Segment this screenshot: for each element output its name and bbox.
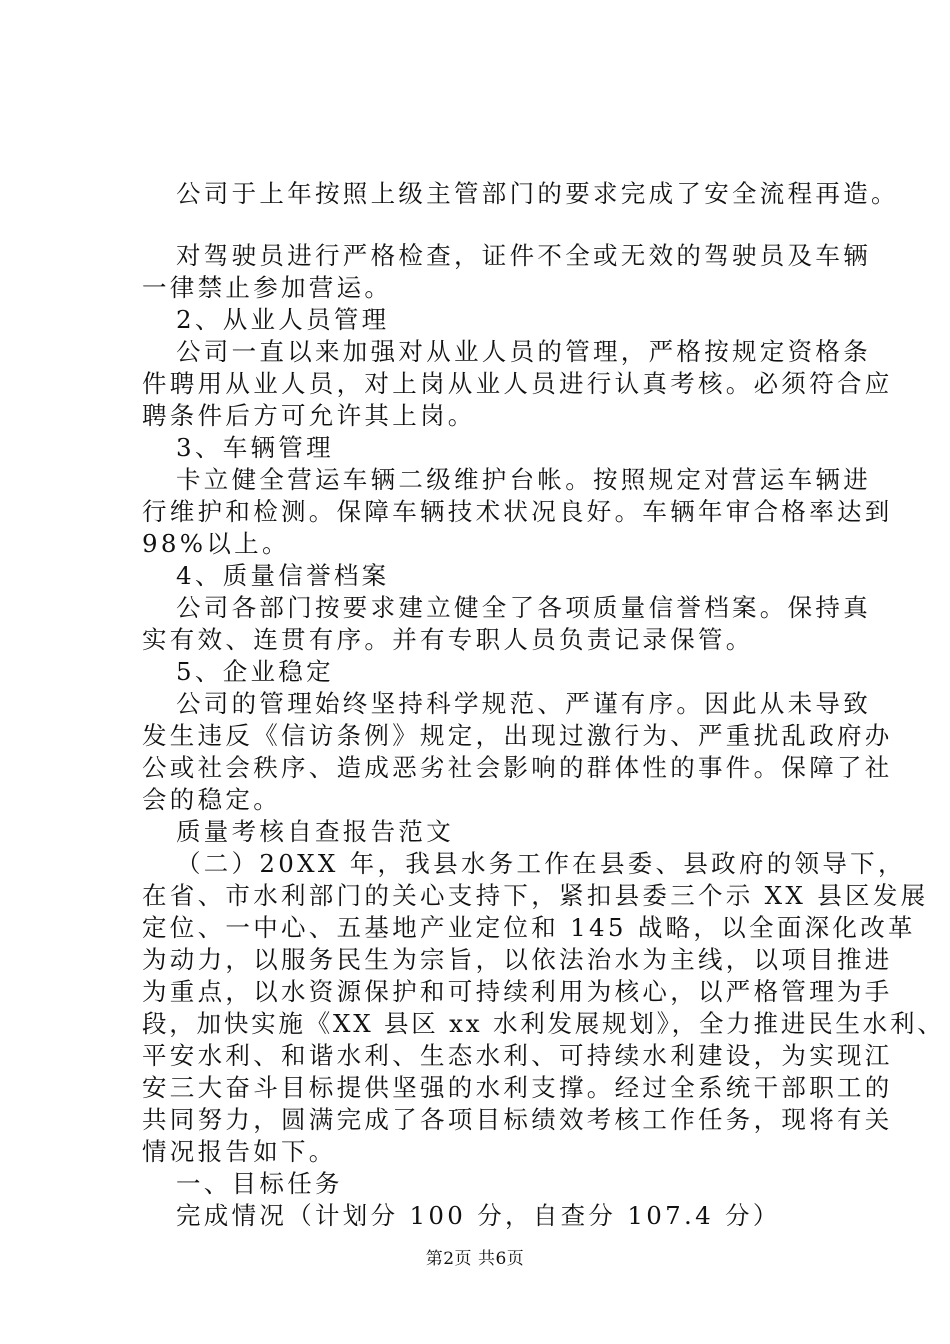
- paragraph-line: 段，加快实施《XX 县区 xx 水利发展规划》，全力推进民生水利、: [142, 1009, 945, 1038]
- paragraph-line: （二）20XX 年，我县水务工作在县委、县政府的领导下，: [176, 849, 906, 878]
- paragraph-line: 为动力，以服务民生为宗旨，以依法治水为主线，以项目推进: [142, 945, 893, 974]
- page-number-footer: 第2页 共6页: [425, 1249, 525, 1269]
- paragraph-line: 公司于上年按照上级主管部门的要求完成了安全流程再造。: [176, 179, 899, 208]
- section-heading: 4、质量信誉档案: [176, 561, 390, 590]
- paragraph-line: 定位、一中心、五基地产业定位和 145 战略，以全面深化改革: [142, 913, 916, 942]
- paragraph-line: 为重点，以水资源保护和可持续利用为核心，以严格管理为手: [142, 977, 893, 1006]
- paragraph-line: 件聘用从业人员，对上岗从业人员进行认真考核。必须符合应: [142, 369, 893, 398]
- paragraph-line: 安三大奋斗目标提供坚强的水利支撑。经过全系统干部职工的: [142, 1073, 893, 1102]
- section-heading: 2、从业人员管理: [176, 305, 390, 334]
- paragraph-line: 共同努力，圆满完成了各项目标绩效考核工作任务，现将有关: [142, 1105, 893, 1134]
- paragraph-line: 聘条件后方可允许其上岗。: [142, 401, 476, 430]
- paragraph-line: 情况报告如下。: [142, 1137, 337, 1166]
- paragraph-line: 会的稳定。: [142, 785, 281, 814]
- paragraph-line: 发生违反《信访条例》规定，出现过激行为、严重扰乱政府办: [142, 721, 893, 750]
- paragraph-line: 完成情况（计划分 100 分，自查分 107.4 分）: [176, 1201, 781, 1230]
- section-heading: 5、企业稳定: [176, 657, 334, 686]
- paragraph-line: 公司的管理始终坚持科学规范、严谨有序。因此从未导致: [176, 689, 871, 718]
- paragraph-line: 98%以上。: [142, 529, 290, 558]
- paragraph-line: 公或社会秩序、造成恶劣社会影响的群体性的事件。保障了社: [142, 753, 893, 782]
- paragraph-line: 公司一直以来加强对从业人员的管理，严格按规定资格条: [176, 337, 871, 366]
- paragraph-line: 卡立健全营运车辆二级维护台帐。按照规定对营运车辆进: [176, 465, 871, 494]
- paragraph-line: 一律禁止参加营运。: [142, 273, 393, 302]
- paragraph-line: 平安水利、和谐水利、生态水利、可持续水利建设，为实现江: [142, 1041, 893, 1070]
- paragraph-line: 行维护和检测。保障车辆技术状况良好。车辆年审合格率达到: [142, 497, 893, 526]
- section-heading: 3、车辆管理: [176, 433, 334, 462]
- paragraph-line: 在省、市水利部门的关心支持下，紧扣县委三个示 XX 县区发展: [142, 881, 929, 910]
- section-heading: 一、目标任务: [176, 1169, 343, 1198]
- document-subtitle: 质量考核自查报告范文: [176, 817, 454, 846]
- paragraph-line: 实有效、连贯有序。并有专职人员负责记录保管。: [142, 625, 754, 654]
- paragraph-line: 对驾驶员进行严格检查，证件不全或无效的驾驶员及车辆: [176, 241, 871, 270]
- paragraph-line: 公司各部门按要求建立健全了各项质量信誉档案。保持真: [176, 593, 871, 622]
